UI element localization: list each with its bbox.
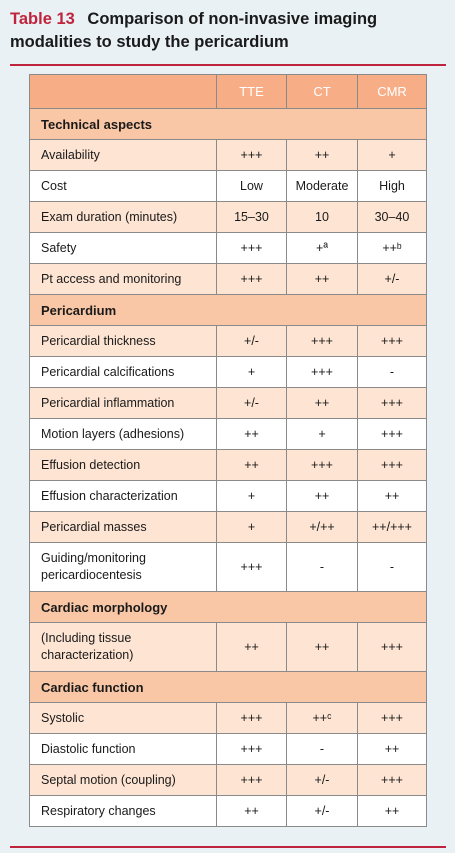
table-caption: Comparison of non-invasive imaging modalities to study the pericardium — [10, 10, 378, 51]
cmr-value: +++ — [358, 623, 427, 672]
tte-value: +/- — [217, 326, 287, 357]
ct-value: +ª — [287, 233, 358, 264]
cmr-value: +/- — [358, 264, 427, 295]
cmr-value: ++ — [358, 796, 427, 827]
header-row — [30, 75, 427, 109]
row-label: Availability — [30, 140, 217, 171]
cmr-value: +++ — [358, 765, 427, 796]
tte-value: +++ — [217, 140, 287, 171]
row-label: Exam duration (minutes) — [30, 202, 217, 233]
section-heading: Technical aspects — [30, 109, 427, 140]
table-row — [30, 623, 427, 672]
header-cell-empty — [30, 75, 217, 109]
tte-value: 15–30 — [217, 202, 287, 233]
row-label: Pt access and monitoring — [30, 264, 217, 295]
section-header-row — [30, 592, 427, 623]
tte-value: ++ — [217, 419, 287, 450]
table-row — [30, 264, 427, 295]
table-row — [30, 233, 427, 264]
row-label: Pericardial thickness — [30, 326, 217, 357]
table-row — [30, 765, 427, 796]
ct-value: + — [287, 419, 358, 450]
table-row — [30, 796, 427, 827]
header-cell-cmr: CMR — [358, 75, 427, 109]
ct-value: ++ — [287, 481, 358, 512]
ct-value: +/- — [287, 765, 358, 796]
ct-value: 10 — [287, 202, 358, 233]
table-row — [30, 734, 427, 765]
row-label: Effusion characterization — [30, 481, 217, 512]
cmr-value: ++ᵇ — [358, 233, 427, 264]
section-heading: Pericardium — [30, 295, 427, 326]
cmr-value: +++ — [358, 326, 427, 357]
table-row — [30, 202, 427, 233]
top-rule — [10, 64, 446, 66]
row-label: Pericardial inflammation — [30, 388, 217, 419]
cmr-value: +++ — [358, 450, 427, 481]
row-label: Safety — [30, 233, 217, 264]
ct-value: +/- — [287, 796, 358, 827]
cmr-value: ++ — [358, 734, 427, 765]
table-row — [30, 481, 427, 512]
tte-value: + — [217, 357, 287, 388]
row-label: Pericardial masses — [30, 512, 217, 543]
tte-value: + — [217, 512, 287, 543]
ct-value: +/++ — [287, 512, 358, 543]
row-label: Guiding/monitoring pericardiocentesis — [30, 543, 217, 592]
section-heading: Cardiac morphology — [30, 592, 427, 623]
ct-value: ++ — [287, 264, 358, 295]
cmr-value: +++ — [358, 703, 427, 734]
header-cell-ct: CT — [287, 75, 358, 109]
section-heading: Cardiac function — [30, 672, 427, 703]
ct-value: - — [287, 543, 358, 592]
tte-value: ++ — [217, 623, 287, 672]
tte-value: ++ — [217, 796, 287, 827]
cmr-value: High — [358, 171, 427, 202]
table-row — [30, 357, 427, 388]
header-cell-tte: TTE — [217, 75, 287, 109]
ct-value: ++ — [287, 388, 358, 419]
tte-value: +++ — [217, 703, 287, 734]
table-row — [30, 703, 427, 734]
cmr-value: 30–40 — [358, 202, 427, 233]
row-label: Effusion detection — [30, 450, 217, 481]
ct-value: ++ — [287, 140, 358, 171]
cmr-value: - — [358, 543, 427, 592]
table-row — [30, 450, 427, 481]
cmr-value: +++ — [358, 388, 427, 419]
tte-value: +++ — [217, 734, 287, 765]
section-header-row — [30, 672, 427, 703]
row-label: Septal motion (coupling) — [30, 765, 217, 796]
cmr-value: ++ — [358, 481, 427, 512]
table-row — [30, 140, 427, 171]
row-label: Systolic — [30, 703, 217, 734]
cmr-value: - — [358, 357, 427, 388]
comparison-table — [29, 74, 427, 827]
tte-value: Low — [217, 171, 287, 202]
table-row — [30, 419, 427, 450]
table-row — [30, 512, 427, 543]
tte-value: +++ — [217, 765, 287, 796]
table-row — [30, 326, 427, 357]
table-row — [30, 171, 427, 202]
ct-value: Moderate — [287, 171, 358, 202]
table-body — [30, 109, 427, 827]
cmr-value: ++/+++ — [358, 512, 427, 543]
bottom-rule — [10, 846, 446, 848]
table-number: Table 13 — [10, 10, 75, 28]
tte-value: +++ — [217, 543, 287, 592]
tte-value: +/- — [217, 388, 287, 419]
ct-value: ++ᶜ — [287, 703, 358, 734]
ct-value: +++ — [287, 326, 358, 357]
row-label: Cost — [30, 171, 217, 202]
cmr-value: +++ — [358, 419, 427, 450]
tte-value: +++ — [217, 233, 287, 264]
ct-value: +++ — [287, 357, 358, 388]
ct-value: - — [287, 734, 358, 765]
row-label: Diastolic function — [30, 734, 217, 765]
tte-value: + — [217, 481, 287, 512]
table-row — [30, 543, 427, 592]
section-header-row — [30, 295, 427, 326]
table-title — [10, 8, 450, 54]
table-row — [30, 388, 427, 419]
cmr-value: + — [358, 140, 427, 171]
tte-value: +++ — [217, 264, 287, 295]
ct-value: ++ — [287, 623, 358, 672]
row-label: Respiratory changes — [30, 796, 217, 827]
row-label: (Including tissue characterization) — [30, 623, 217, 672]
tte-value: ++ — [217, 450, 287, 481]
row-label: Pericardial calcifications — [30, 357, 217, 388]
ct-value: +++ — [287, 450, 358, 481]
row-label: Motion layers (adhesions) — [30, 419, 217, 450]
section-header-row — [30, 109, 427, 140]
